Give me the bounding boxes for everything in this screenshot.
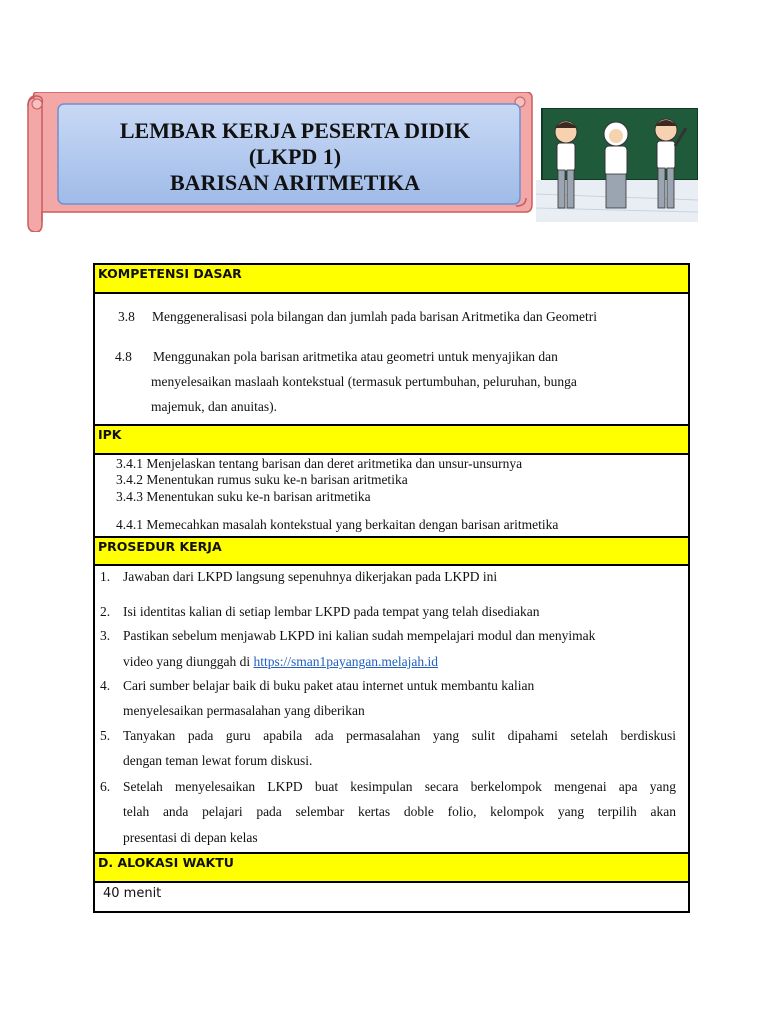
step-6-number: 6.	[100, 779, 111, 794]
students-classroom-illustration	[536, 108, 698, 222]
lkpd-table	[93, 263, 690, 913]
step-6-line-2: telah anda pelajari pada selembar kertas doble folio, kelompok yang terpilih akan	[123, 804, 676, 819]
page-title	[84, 118, 506, 196]
kompetensi-dasar-label: KOMPETENSI DASAR	[98, 266, 242, 281]
kd-4-8-line-3: majemuk, dan anuitas).	[151, 399, 277, 414]
ipk-item-3-4-1: 3.4.1 Menjelaskan tentang barisan dan deret aritmetika dan unsur-unsurnya	[116, 456, 523, 471]
ipk-header	[95, 426, 688, 455]
step-3-line-2-prefix: video yang diunggah di	[123, 654, 251, 669]
kd-4-8-number: 4.8	[115, 349, 132, 364]
alokasi-waktu-body	[95, 883, 688, 911]
step-4-line-2: menyelesaikan permasalahan yang diberikan	[123, 703, 365, 718]
kd-4-8-line-2: menyelesaikan maslaah kontekstual (termasuk pertumbuhan, peluruhan, bunga	[151, 374, 577, 389]
alokasi-waktu-header	[95, 854, 688, 883]
step-5-line-2: dengan teman lewat forum diskusi.	[123, 753, 313, 768]
kompetensi-dasar-header	[95, 265, 688, 294]
title-line-2: (LKPD 1)	[248, 144, 342, 169]
step-5-number: 5.	[100, 728, 111, 743]
ipk-item-3-4-3: 3.4.3 Menentukan suku ke-n barisan aritmetika	[116, 489, 371, 504]
step-3-number: 3.	[100, 628, 111, 643]
ipk-label: IPK	[98, 427, 122, 442]
ipk-item-4-4-1: 4.4.1 Memecahkan masalah kontekstual yang berkaitan dengan barisan aritmetika	[116, 517, 559, 532]
step-3-line-2	[123, 654, 438, 670]
prosedur-kerja-label: PROSEDUR KERJA	[98, 539, 222, 554]
alokasi-waktu-value: 40 menit	[103, 886, 162, 901]
step-4-line-1: Cari sumber belajar baik di buku paket atau internet untuk membantu kalian	[123, 678, 535, 693]
alokasi-waktu-label: D. ALOKASI WAKTU	[98, 855, 234, 870]
step-4-number: 4.	[100, 678, 111, 693]
step-3-line-1: Pastikan sebelum menjawab LKPD ini kalian sudah mempelajari modul dan menyimak	[123, 628, 596, 643]
step-6-line-3: presentasi di depan kelas	[123, 830, 258, 845]
step-6-line-1: Setelah menyelesaikan LKPD buat kesimpulan secara berkelompok mengenai apa yang	[123, 779, 676, 794]
ipk-item-3-4-2: 3.4.2 Menentukan rumus suku ke-n barisan aritmetika	[116, 472, 408, 487]
step-1-number: 1.	[100, 569, 111, 584]
title-line-1: LEMBAR KERJA PESERTA DIDIK	[119, 118, 471, 143]
kompetensi-dasar-body	[95, 294, 688, 426]
modul-link[interactable]: https://sman1payangan.melajah.id	[253, 654, 438, 669]
kd-3-8-text: Menggeneralisasi pola bilangan dan jumlah pada barisan Aritmetika dan Geometri	[152, 309, 597, 324]
step-1-text: Jawaban dari LKPD langsung sepenuhnya dikerjakan pada LKPD ini	[123, 569, 498, 584]
step-2-number: 2.	[100, 604, 111, 619]
prosedur-kerja-header	[95, 538, 688, 566]
ipk-body	[95, 455, 688, 538]
kd-3-8-number: 3.8	[118, 309, 135, 324]
prosedur-kerja-body	[95, 566, 688, 854]
step-5-line-1: Tanyakan pada guru apabila ada permasalahan yang sulit dipahami setelah berdiskusi	[123, 728, 676, 743]
step-2-text: Isi identitas kalian di setiap lembar LKPD pada tempat yang telah disediakan	[123, 604, 540, 619]
kd-4-8-line-1: Menggunakan pola barisan aritmetika atau geometri untuk menyajikan dan	[153, 349, 558, 364]
title-line-3: BARISAN ARITMETIKA	[170, 170, 420, 195]
title-banner	[26, 92, 534, 232]
